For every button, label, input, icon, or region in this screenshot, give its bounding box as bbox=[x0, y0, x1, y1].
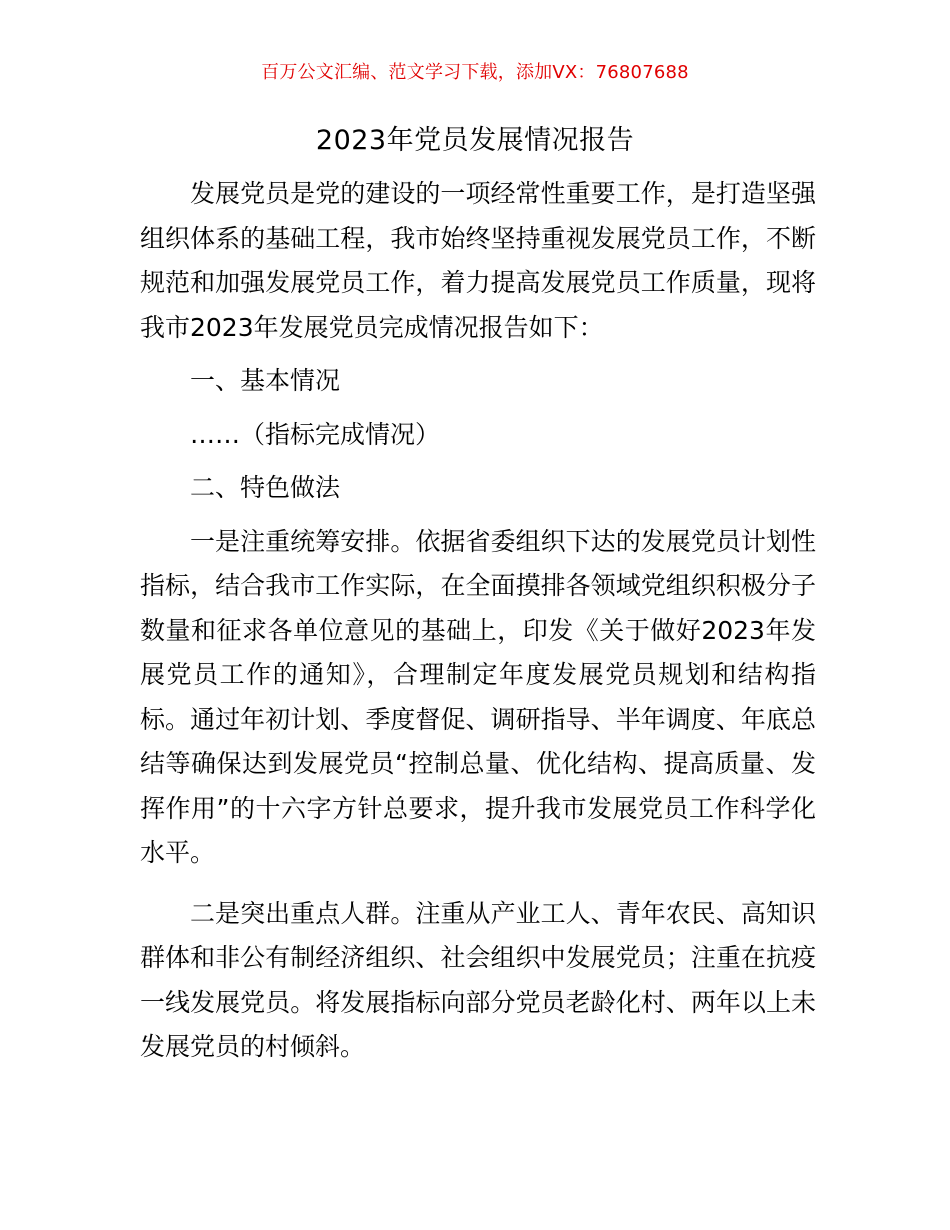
paragraph-key-groups: 二是突出重点人群。注重从产业工人、青年农民、高知识群体和非公有制经济组织、社会组织中发展党员；注重在抗疫一线发展党员。将发展指标向部分党员老龄化村、两年以上未发展党员的村倾斜。 bbox=[140, 898, 816, 1061]
paragraph-overall-planning: 一是注重统筹安排。依据省委组织下达的发展党员计划性指标，结合我市工作实际，在全面摸排各领域党组织积极分子数量和征求各单位意见的基础上，印发《关于做好2023年发展党员工作的通知》，合理制定年度发展党员规划和结构指标。通过年初计划、季度督促、调研指导、半年调度、年底总结等确保达到发展党员“控制总量、优化结构、提高质量、发挥作用”的十六字方针总要求，提升我市发展党员工作科学化水平。 bbox=[140, 526, 816, 867]
section-heading-basic: 一、基本情况 bbox=[190, 366, 341, 395]
document-body bbox=[140, 172, 816, 1070]
header-watermark-note: 百万公文汇编、范文学习下载，添加VX：76807688 bbox=[261, 62, 689, 83]
indicator-placeholder: ……（指标完成情况） bbox=[190, 419, 441, 449]
section-heading-features: 二、特色做法 bbox=[190, 473, 341, 502]
document-title: 2023年党员发展情况报告 bbox=[315, 125, 635, 156]
intro-paragraph: 发展党员是党的建设的一项经常性重要工作，是打造坚强组织体系的基础工程，我市始终坚持重视发展党员工作，不断规范和加强发展党员工作，着力提高发展党员工作质量，现将我市2023年发展党员完成情况报告如下： bbox=[140, 179, 816, 342]
